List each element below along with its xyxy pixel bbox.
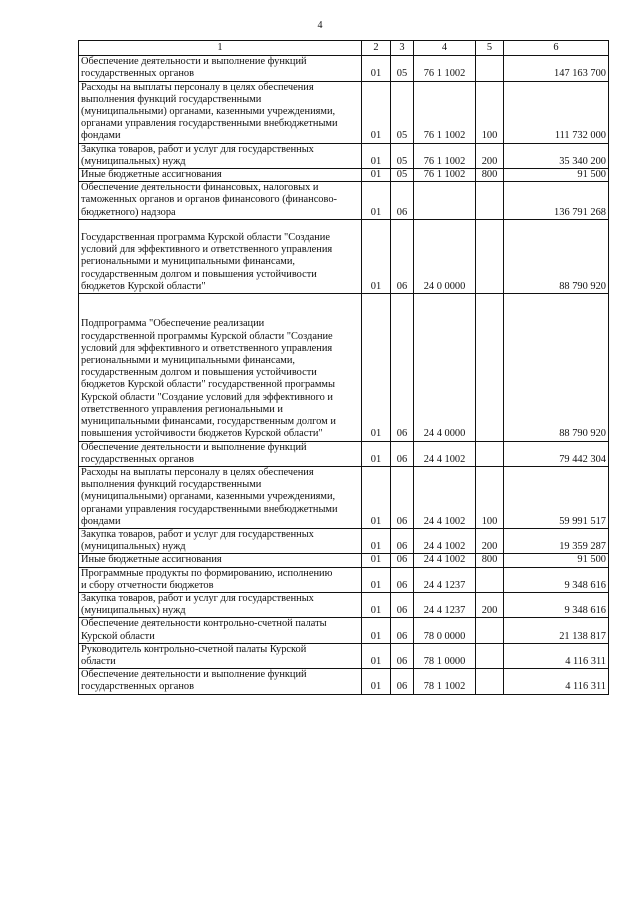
item-name-cell: Закупка товаров, работ и услуг для государственных (муниципальных) нужд — [79, 528, 362, 553]
subsection-code-cell: 06 — [391, 441, 414, 466]
section-code-cell: 01 — [362, 466, 391, 528]
subsection-code-cell: 06 — [391, 567, 414, 592]
amount-cell: 59 991 517 — [504, 466, 609, 528]
expense-type-cell — [476, 618, 504, 643]
target-article-cell: 24 4 1002 — [414, 441, 476, 466]
subsection-code-cell: 06 — [391, 618, 414, 643]
amount-cell: 4 116 311 — [504, 669, 609, 694]
header-cell-4: 4 — [414, 41, 476, 56]
target-article-cell: 24 4 1002 — [414, 528, 476, 553]
section-code-cell: 01 — [362, 528, 391, 553]
section-code-cell: 01 — [362, 669, 391, 694]
section-code-cell: 01 — [362, 294, 391, 441]
target-article-cell: 24 4 1002 — [414, 466, 476, 528]
section-code-cell: 01 — [362, 567, 391, 592]
header-cell-1: 1 — [79, 41, 362, 56]
subsection-code-cell: 05 — [391, 56, 414, 81]
header-cell-6: 6 — [504, 41, 609, 56]
table-row — [79, 143, 609, 168]
subsection-code-cell: 05 — [391, 81, 414, 143]
expense-type-cell: 200 — [476, 592, 504, 617]
section-code-cell: 01 — [362, 169, 391, 182]
expense-type-cell: 800 — [476, 554, 504, 567]
subsection-code-cell: 06 — [391, 528, 414, 553]
expense-type-cell — [476, 643, 504, 668]
expense-type-cell — [476, 182, 504, 220]
target-article-cell: 76 1 1002 — [414, 56, 476, 81]
expense-type-cell: 800 — [476, 169, 504, 182]
table-body — [79, 56, 609, 694]
amount-cell: 19 359 287 — [504, 528, 609, 553]
subsection-code-cell: 06 — [391, 294, 414, 441]
table-row — [79, 441, 609, 466]
subsection-code-cell: 06 — [391, 592, 414, 617]
expense-type-cell: 100 — [476, 81, 504, 143]
item-name-cell: Расходы на выплаты персоналу в целях обеспечения выполнения функций государственными (муниципальными) органами, казенными учреждениями, органами управления государственными внебюджетными фондами — [79, 81, 362, 143]
amount-cell: 79 442 304 — [504, 441, 609, 466]
section-code-cell: 01 — [362, 81, 391, 143]
item-name-cell: Обеспечение деятельности и выполнение функций государственных органов — [79, 56, 362, 81]
item-name-cell: Иные бюджетные ассигнования — [79, 169, 362, 182]
item-name-cell: Расходы на выплаты персоналу в целях обеспечения выполнения функций государственными (муниципальными) органами, казенными учреждениями, органами управления государственными внебюджетными фондами — [79, 466, 362, 528]
expense-type-cell — [476, 56, 504, 81]
subsection-code-cell: 05 — [391, 143, 414, 168]
section-code-cell: 01 — [362, 441, 391, 466]
subsection-code-cell: 06 — [391, 466, 414, 528]
amount-cell: 9 348 616 — [504, 567, 609, 592]
table-row — [79, 466, 609, 528]
item-name-cell: Подпрограмма "Обеспечение реализации государственной программы Курской области "Создание условий для эффективного и ответственного управления региональными и муниципальными финансами, государственным долгом и повышения устойчивости бюджетов Курской области" государственной программы Курской области "Создание условий для эффективного и ответственного управления региональными и муниципальными финансами, государственным долгом и повышения устойчивости бюджетов Курской области" — [79, 294, 362, 441]
item-name-cell: Иные бюджетные ассигнования — [79, 554, 362, 567]
amount-cell: 9 348 616 — [504, 592, 609, 617]
item-name-cell: Программные продукты по формированию, исполнению и сбору отчетности бюджетов — [79, 567, 362, 592]
table-row — [79, 182, 609, 220]
section-code-cell: 01 — [362, 182, 391, 220]
budget-table — [78, 40, 609, 695]
amount-cell: 136 791 268 — [504, 182, 609, 220]
subsection-code-cell: 06 — [391, 669, 414, 694]
amount-cell: 88 790 920 — [504, 294, 609, 441]
table-row — [79, 592, 609, 617]
section-code-cell: 01 — [362, 143, 391, 168]
amount-cell: 21 138 817 — [504, 618, 609, 643]
expense-type-cell — [476, 441, 504, 466]
table-row — [79, 618, 609, 643]
table-row — [79, 56, 609, 81]
subsection-code-cell: 06 — [391, 182, 414, 220]
item-name-cell: Обеспечение деятельности финансовых, налоговых и таможенных органов и органов финансового (финансово- бюджетного) надзора — [79, 182, 362, 220]
table-row — [79, 528, 609, 553]
target-article-cell: 24 4 1002 — [414, 554, 476, 567]
item-name-cell: Закупка товаров, работ и услуг для государственных (муниципальных) нужд — [79, 143, 362, 168]
header-row — [79, 41, 609, 56]
expense-type-cell: 200 — [476, 143, 504, 168]
item-name-cell: Обеспечение деятельности и выполнение функций государственных органов — [79, 669, 362, 694]
amount-cell: 88 790 920 — [504, 219, 609, 293]
amount-cell: 91 500 — [504, 554, 609, 567]
expense-type-cell — [476, 294, 504, 441]
target-article-cell: 78 0 0000 — [414, 618, 476, 643]
item-name-cell: Закупка товаров, работ и услуг для государственных (муниципальных) нужд — [79, 592, 362, 617]
item-name-cell: Государственная программа Курской области "Создание условий для эффективного и ответственного управления региональными и муниципальными финансами, государственным долгом и повышения устойчивости бюджетов Курской области" — [79, 219, 362, 293]
target-article-cell: 78 1 0000 — [414, 643, 476, 668]
subsection-code-cell: 06 — [391, 219, 414, 293]
target-article-cell: 76 1 1002 — [414, 143, 476, 168]
section-code-cell: 01 — [362, 643, 391, 668]
subsection-code-cell: 06 — [391, 554, 414, 567]
section-code-cell: 01 — [362, 219, 391, 293]
item-name-cell: Обеспечение деятельности контрольно-счетной палаты Курской области — [79, 618, 362, 643]
section-code-cell: 01 — [362, 56, 391, 81]
page-number: 4 — [317, 20, 323, 31]
amount-cell: 91 500 — [504, 169, 609, 182]
amount-cell: 4 116 311 — [504, 643, 609, 668]
target-article-cell: 24 4 1237 — [414, 567, 476, 592]
amount-cell: 147 163 700 — [504, 56, 609, 81]
table-row — [79, 643, 609, 668]
table-row — [79, 219, 609, 293]
table-row — [79, 567, 609, 592]
target-article-cell: 24 4 0000 — [414, 294, 476, 441]
item-name-cell: Обеспечение деятельности и выполнение функций государственных органов — [79, 441, 362, 466]
expense-type-cell: 200 — [476, 528, 504, 553]
section-code-cell: 01 — [362, 592, 391, 617]
table-row — [79, 554, 609, 567]
section-code-cell: 01 — [362, 618, 391, 643]
subsection-code-cell: 06 — [391, 643, 414, 668]
amount-cell: 35 340 200 — [504, 143, 609, 168]
table-row — [79, 81, 609, 143]
target-article-cell: 24 0 0000 — [414, 219, 476, 293]
target-article-cell — [414, 182, 476, 220]
table-row — [79, 669, 609, 694]
header-cell-5: 5 — [476, 41, 504, 56]
expense-type-cell: 100 — [476, 466, 504, 528]
table-row — [79, 169, 609, 182]
target-article-cell: 78 1 1002 — [414, 669, 476, 694]
item-name-cell: Руководитель контрольно-счетной палаты Курской области — [79, 643, 362, 668]
target-article-cell: 24 4 1237 — [414, 592, 476, 617]
expense-type-cell — [476, 567, 504, 592]
header-cell-3: 3 — [391, 41, 414, 56]
section-code-cell: 01 — [362, 554, 391, 567]
target-article-cell: 76 1 1002 — [414, 81, 476, 143]
table-row — [79, 294, 609, 441]
amount-cell: 111 732 000 — [504, 81, 609, 143]
target-article-cell: 76 1 1002 — [414, 169, 476, 182]
expense-type-cell — [476, 669, 504, 694]
expense-type-cell — [476, 219, 504, 293]
header-cell-2: 2 — [362, 41, 391, 56]
subsection-code-cell: 05 — [391, 169, 414, 182]
